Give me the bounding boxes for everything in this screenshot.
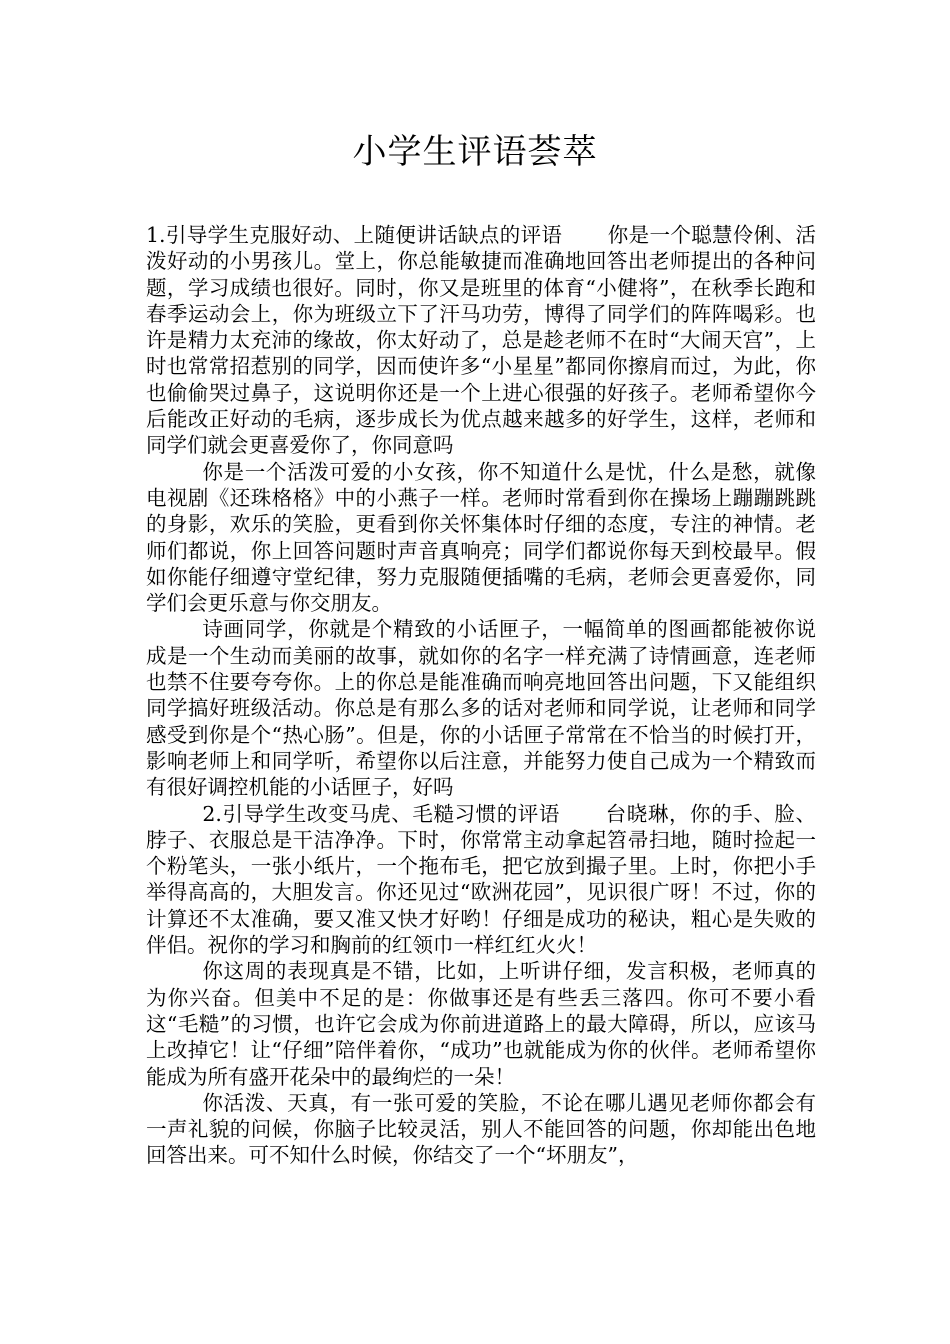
section2-paragraph2: 你这周的表现真是不错，比如，上听讲仔细，发言积极，老师真的为你兴奋。但美中不足的是：你做事还是有些丢三落四。你可不要小看这“毛糙”的习惯，也许它会成为你前进道路上的最大障碍，所以，应该马上改掉它！让“仔细”陪伴着你，“成功”也就能成为你的伙伴。老师希望你能成为所有盛开花朵中的最绚烂的一朵！ (146, 959, 816, 1089)
section1-heading: 1.引导学生克服好动、上随便讲话缺点的评语 (146, 223, 563, 247)
document-title: 小学生评语荟萃 (352, 132, 598, 172)
section1-paragraph2: 你是一个活泼可爱的小女孩，你不知道什么是忧，什么是愁，就像电视剧《还珠格格》中的小燕子一样。老师时常看到你在操场上蹦蹦跳跳的身影，欢乐的笑脸，更看到你关怀集体时仔细的态度，专注的神情。老师们都说，你上回答问题时声音真响亮；同学们都说你每天到校最早。假如你能仔细遵守堂纪律，努力克服随便插嘴的毛病，老师会更喜爱你，同学们会更乐意与你交朋友。 (146, 459, 816, 616)
document-body (146, 222, 816, 1169)
section1-paragraph3: 诗画同学，你就是个精致的小话匣子，一幅简单的图画都能被你说成是一个生动而美丽的故事，就如你的名字一样充满了诗情画意，连老师也禁不住要夸夸你。上的你总是能准确而响亮地回答出问题，下又能组织同学搞好班级活动。你总是有那么多的话对老师和同学说，让老师和同学感受到你是个“热心肠”。但是，你的小话匣子常常在不恰当的时候打开，影响老师上和同学听，希望你以后注意，并能努力使自己成为一个精致而有很好调控机能的小话匣子，好吗 (146, 617, 816, 800)
paragraph-section2-intro (146, 801, 816, 959)
section1-paragraph1: 你是一个聪慧伶俐、活泼好动的小男孩儿。堂上，你总能敏捷而准确地回答出老师提出的各种问题，学习成绩也很好。同时，你又是班里的体育“小健将”，在秋季长跑和春季运动会上，你为班级立下了汗马功劳，博得了同学们的阵阵喝彩。也许是精力太充沛的缘故，你太好动了，总是趁老师不在时“大闹天宫”，上时也常常招惹别的同学，因而使许多“小星星”都同你擦肩而过，为此，你也偷偷哭过鼻子，这说明你还是一个上进心很强的好孩子。老师希望你今后能改正好动的毛病，逐步成长为优点越来越多的好学生，这样，老师和同学们就会更喜爱你了，你同意吗 (146, 223, 817, 458)
paragraph-section1-intro (146, 222, 816, 459)
section2-heading: 2.引导学生改变马虎、毛糙习惯的评语 (202, 801, 560, 826)
section2-paragraph3: 你活泼、天真，有一张可爱的笑脸，不论在哪儿遇见老师你都会有一声礼貌的问候，你脑子比较灵活，别人不能回答的问题，你却能出色地回答出来。可不知什么时候，你结交了一个“坏朋友”， (146, 1090, 816, 1168)
section2-paragraph1: 台晓琳，你的手、脸、脖子、衣服总是干洁净净。下时，你常常主动拿起笤帚扫地，随时捡起一个粉笔头，一张小纸片，一个拖布毛，把它放到撮子里。上时，你把小手举得高高的，大胆发言。你还见过“欧洲花园”，见识很广呀！不过，你的计算还不太准确，要又准又快才好哟！仔细是成功的秘诀，粗心是失败的伴侣。祝你的学习和胸前的红领巾一样红红火火！ (146, 801, 817, 958)
